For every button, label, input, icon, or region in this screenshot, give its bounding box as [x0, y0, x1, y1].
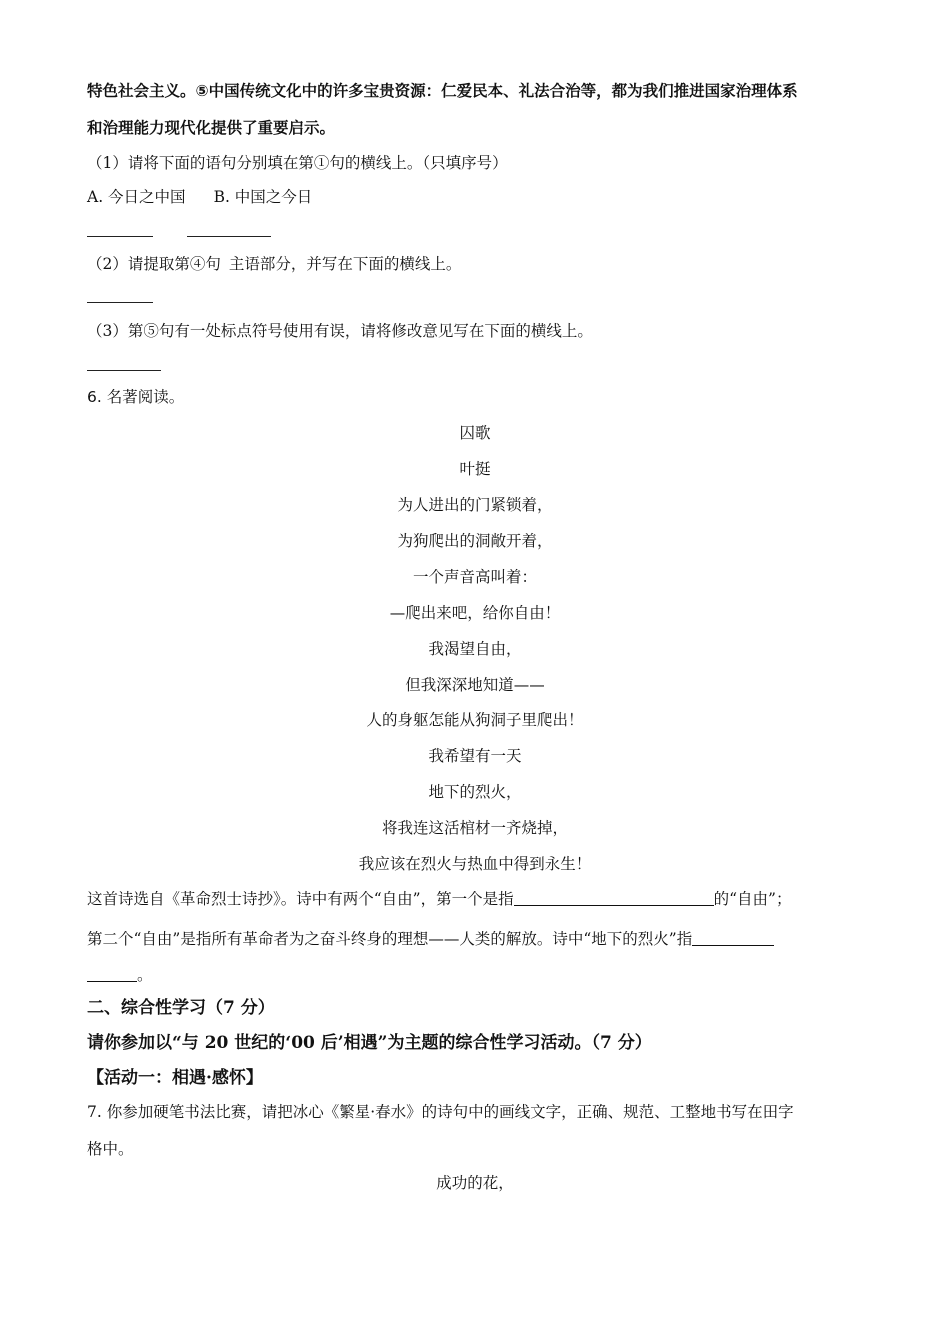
- poem-line: 将我连这活棺材一齐烧掉，: [381, 819, 568, 837]
- q6-text-1-a: 这首诗选自《革命烈士诗抄》。诗中有两个“自由”，第一个是指: [87, 890, 514, 908]
- poem-line: 我应该在烈火与热血中得到永生！: [358, 855, 592, 873]
- poem-line: 我渴望自由，: [428, 640, 522, 658]
- answer-blank-3[interactable]: [87, 370, 161, 371]
- poem-line: 人的身躯怎能从狗洞子里爬出！: [366, 711, 584, 729]
- poem-line: 为狗爬出的洞敞开着，: [397, 532, 553, 550]
- q6-text-2-content: 第二个“自由”是指所有革命者为之奋斗终身的理想——人类的解放。诗中“地下的烈火”指: [87, 930, 693, 948]
- q5-options: [87, 186, 866, 208]
- poem-line: 地下的烈火，: [428, 783, 522, 801]
- q7-line-2: 格中。: [87, 1140, 134, 1158]
- q6-text-2: [87, 928, 866, 950]
- q6-label: 6. 名著阅读。: [87, 388, 185, 406]
- section-2-instruction: 请你参加以“与 20 世纪的‘00 后’相遇”为主题的综合性学习活动。（7 分）: [87, 1033, 652, 1053]
- q7-poem-line: 成功的花，: [436, 1174, 514, 1192]
- q6-text-3-end: 。: [137, 966, 153, 984]
- answer-blank-2[interactable]: [87, 302, 153, 303]
- answer-blank-freedom[interactable]: [514, 889, 714, 906]
- poem-line: 但我深深地知道——: [405, 676, 545, 694]
- answer-blank-1b[interactable]: [187, 236, 271, 237]
- q5-sub2: [87, 253, 866, 275]
- answer-blank-fire-a[interactable]: [692, 929, 774, 946]
- activity-1-title: 【活动一：相遇·感怀】: [87, 1068, 263, 1088]
- poem-line: 一个声音高叫着：: [412, 568, 537, 586]
- poem-author: 叶挺: [459, 460, 491, 478]
- poem-line: —爬出来吧，给你自由！: [389, 604, 561, 622]
- q5-sub2-part-b: 主语部分，并写在下面的横线上。: [228, 255, 462, 273]
- poem-line: 我希望有一天: [428, 747, 522, 765]
- q6-text-1: [87, 888, 866, 910]
- q7-line-1: 7. 你参加硬笔书法比赛，请把冰心《繁星·春水》的诗句中的画线文字，正确、规范、工整地书写在田字: [87, 1103, 794, 1121]
- section-2-title: 二、综合性学习（7 分）: [87, 998, 275, 1018]
- answer-blank-1a[interactable]: [87, 236, 153, 237]
- option-a: A. 今日之中国: [87, 188, 186, 206]
- option-b: B. 中国之今日: [213, 188, 313, 206]
- answer-blank-fire-b[interactable]: [87, 965, 137, 982]
- q6-text-3: [87, 964, 866, 986]
- poem-line: 为人进出的门紧锁着，: [397, 496, 553, 514]
- poem-title: 囚歌: [459, 424, 491, 442]
- intro-line-1: 特色社会主义。⑤中国传统文化中的许多宝贵资源：仁爱民本、礼法合治等，都为我们推进国家治理体系: [87, 82, 798, 100]
- q5-sub3: （3）第⑤句有一处标点符号使用有误，请将修改意见写在下面的横线上。: [87, 322, 593, 340]
- q6-text-1-b: 的“自由”；: [713, 890, 792, 908]
- q5-sub1: （1）请将下面的语句分别填在第①句的横线上。（只填序号）: [87, 154, 508, 172]
- intro-line-2: 和治理能力现代化提供了重要启示。: [87, 119, 336, 137]
- q5-sub2-part-a: （2）请提取第④句: [87, 255, 221, 273]
